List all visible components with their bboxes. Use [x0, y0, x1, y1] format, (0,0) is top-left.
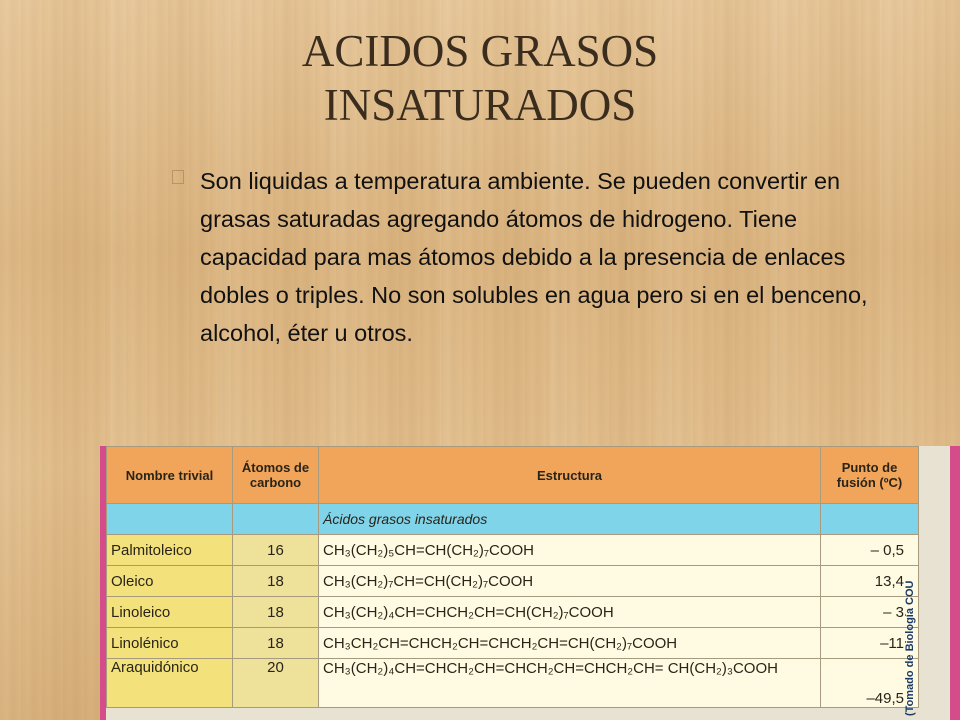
section-empty-cell	[233, 504, 319, 535]
acid-formula: CH₃(CH₂)₅CH=CH(CH₂)₇COOH	[319, 535, 821, 566]
acid-melting-point: –49,5	[821, 659, 919, 708]
table-row	[107, 597, 919, 628]
acid-carbons: 18	[233, 566, 319, 597]
acid-carbons: 20	[233, 659, 319, 708]
fatty-acids-table-image	[100, 446, 960, 720]
table-row	[107, 659, 919, 708]
fatty-acids-table	[106, 446, 919, 708]
header-carbons: Átomos de carbono	[233, 447, 319, 504]
acid-name: Linoleico	[107, 597, 233, 628]
header-melting: Punto de fusión (ºC)	[821, 447, 919, 504]
acid-melting-point: –11	[821, 628, 919, 659]
table-row	[107, 628, 919, 659]
table-section-row	[107, 504, 919, 535]
slide-title	[0, 24, 960, 132]
acid-name: Araquidónico	[107, 659, 233, 708]
acid-carbons: 16	[233, 535, 319, 566]
section-label: Ácidos grasos insaturados	[319, 504, 821, 535]
source-credit: (Tomado de Biología COU	[904, 580, 916, 716]
bullet-text: Son liquidas a temperatura ambiente. Se pueden convertir en grasas saturadas agregando átomos de hidrogeno. Tiene capacidad para mas átomos debido a la presencia de enlaces dobles o triples. No son solubles en agua pero si en el benceno, alcohol, éter u otros.	[200, 168, 868, 346]
acid-name: Oleico	[107, 566, 233, 597]
section-empty-cell	[107, 504, 233, 535]
acid-name: Linolénico	[107, 628, 233, 659]
header-structure: Estructura	[319, 447, 821, 504]
bullet-marker-icon	[172, 170, 184, 184]
acid-formula: CH₃CH₂CH=CHCH₂CH=CHCH₂CH=CH(CH₂)₇COOH	[319, 628, 821, 659]
pink-border-right	[950, 446, 960, 720]
acid-name: Palmitoleico	[107, 535, 233, 566]
acid-formula: CH₃(CH₂)₄CH=CHCH₂CH=CHCH₂CH=CHCH₂CH= CH(CH₂)₃COOH	[319, 659, 821, 708]
acid-formula: CH₃(CH₂)₇CH=CH(CH₂)₇COOH	[319, 566, 821, 597]
acid-carbons: 18	[233, 597, 319, 628]
acid-melting-point: 13,4	[821, 566, 919, 597]
table-row	[107, 535, 919, 566]
header-name: Nombre trivial	[107, 447, 233, 504]
bullet-item	[172, 162, 892, 352]
slide-title-line-1: ACIDOS GRASOS	[301, 26, 659, 76]
acid-formula: CH₃(CH₂)₄CH=CHCH₂CH=CH(CH₂)₇COOH	[319, 597, 821, 628]
acid-carbons: 18	[233, 628, 319, 659]
table-header-row	[107, 447, 919, 504]
table-row	[107, 566, 919, 597]
acid-melting-point: – 0,5	[821, 535, 919, 566]
acid-melting-point: – 3	[821, 597, 919, 628]
slide-title-line-2: INSATURADOS	[323, 80, 637, 130]
